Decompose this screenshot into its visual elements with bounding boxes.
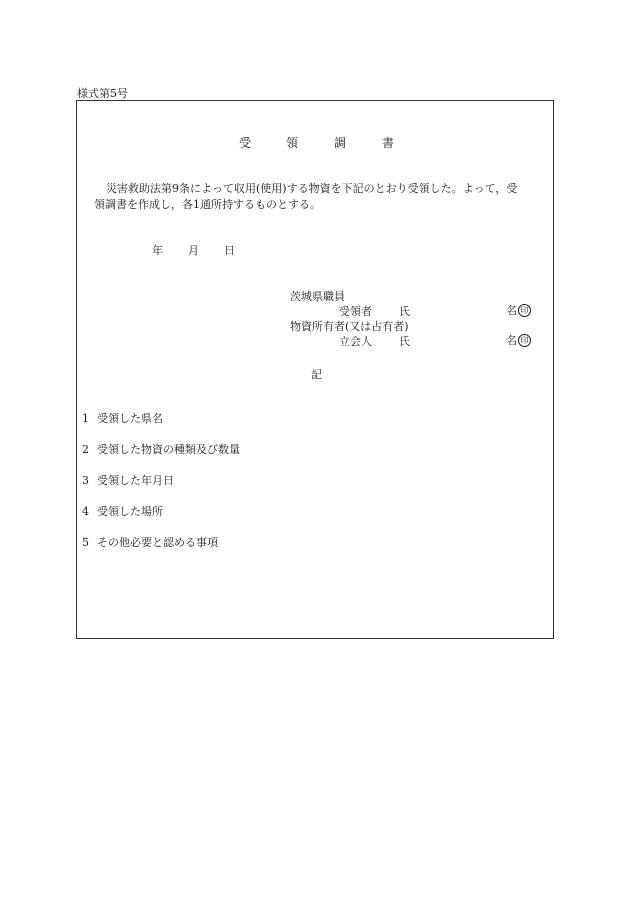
body-line: 領調書を作成し，各1通所持するものとする。 bbox=[94, 198, 321, 211]
item-number: 1 bbox=[82, 412, 89, 425]
item-label: 受領した県名 bbox=[97, 412, 163, 425]
document-title bbox=[0, 134, 630, 150]
receiver-seal bbox=[506, 302, 531, 318]
form-number: 様式第5号 bbox=[77, 87, 128, 100]
date-year: 年 bbox=[152, 244, 163, 257]
title-char: 領 bbox=[286, 136, 299, 150]
ki-heading: 記 bbox=[311, 368, 322, 381]
body-line: 災害救助法第9条によって収用(使用)する物資を下記のとおり受領した。よって，受 bbox=[106, 182, 518, 195]
item-number: 2 bbox=[82, 443, 89, 456]
receiver-name-label: 氏 bbox=[399, 305, 410, 318]
list-item bbox=[82, 534, 218, 550]
date-month: 月 bbox=[188, 244, 199, 257]
witness-name-suffix: 名 bbox=[506, 334, 517, 347]
witness-label: 立会人 bbox=[339, 335, 372, 348]
title-char: 書 bbox=[382, 136, 395, 150]
date-day: 日 bbox=[224, 244, 235, 257]
title-char: 受 bbox=[239, 136, 252, 150]
item-number: 3 bbox=[82, 474, 89, 487]
item-label: その他必要と認める事項 bbox=[97, 536, 218, 549]
title-char: 調 bbox=[334, 136, 347, 150]
owner-label: 物資所有者(又は占有者) bbox=[290, 320, 409, 333]
witness-seal bbox=[506, 332, 531, 348]
org-label: 茨城県職員 bbox=[290, 290, 345, 303]
seal-icon: 印 bbox=[518, 334, 531, 347]
item-label: 受領した物資の種類及び数量 bbox=[97, 443, 240, 456]
receiver-label: 受領者 bbox=[339, 305, 372, 318]
receiver-name-suffix: 名 bbox=[506, 304, 517, 317]
item-label: 受領した年月日 bbox=[97, 474, 174, 487]
seal-icon: 印 bbox=[518, 304, 531, 317]
body-paragraph bbox=[94, 181, 554, 213]
list-item bbox=[82, 503, 163, 519]
item-number: 4 bbox=[82, 505, 89, 518]
list-item bbox=[82, 410, 163, 426]
list-item bbox=[82, 441, 240, 457]
item-number: 5 bbox=[82, 536, 89, 549]
item-label: 受領した場所 bbox=[97, 505, 163, 518]
witness-name-label: 氏 bbox=[399, 335, 410, 348]
list-item bbox=[82, 472, 174, 488]
